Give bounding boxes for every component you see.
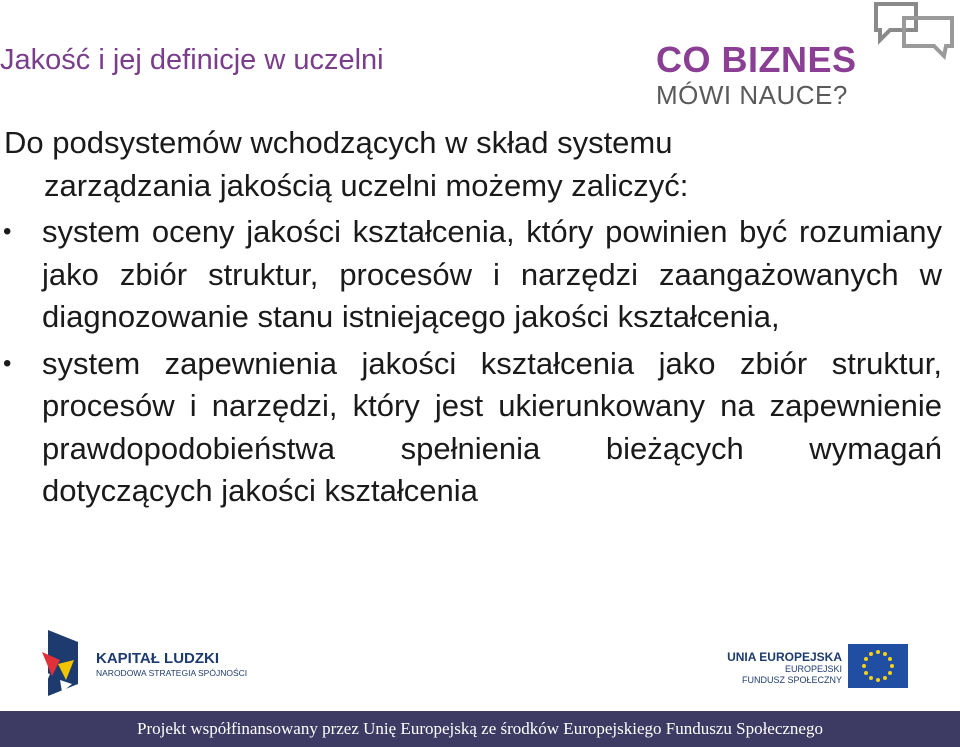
bullet-item [0,343,942,513]
ue-line3: FUNDUSZ SPOŁECZNY [741,675,842,685]
bullet-text: system oceny jakości kształcenia, który powinien być rozumiany jako zbiór struktur, procesów i narzędzi zaangażowanych w diagnozowanie stanu istniejącego jakości kształcenia, [42,214,942,334]
slide-content [0,122,942,513]
bullet-list [0,211,942,513]
intro-line1: Do podsystemów wchodzących w skład systemu [4,125,673,160]
bullet-text: system zapewnienia jakości kształcenia jako zbiór struktur, procesów i narzędzi, który jest ukierunkowany na zapewnienie prawdopodobieństwa spełnienia bieżących wymagań dotyczących jakości kształcenia [42,345,942,508]
brand-line2: MÓWI NAUCE? [656,80,848,110]
kapital-ludzki-name: KAPITAŁ LUDZKI [96,650,220,667]
brand-line1: CO BIZNES [656,39,857,80]
intro-line2: zarządzania jakością uczelni możemy zaliczyć: [44,167,689,203]
bullet-dot: • [3,349,12,377]
speech-bubbles-icon [872,0,958,60]
eu-flag-icon [848,644,908,688]
co-biznes-logo [656,0,960,112]
bullet-dot: • [3,218,12,245]
sponsor-logos [0,620,960,710]
kapital-ludzki-emblem-icon [38,630,90,696]
kapital-ludzki-sub: NARODOWA STRATEGIA SPÓJNOŚCI [96,668,248,678]
intro-paragraph [0,122,942,207]
ue-line1: UNIA EUROPEJSKA [727,650,842,664]
bullet-item [0,211,942,339]
footer-bar: Projekt współfinansowany przez Unię Europejską ze środków Europejskiego Funduszu Społecznego [0,711,960,747]
slide-title: Jakość i jej definicje w uczelni [0,44,384,76]
ue-label [727,650,842,686]
ue-line2: EUROPEJSKI [784,664,842,674]
